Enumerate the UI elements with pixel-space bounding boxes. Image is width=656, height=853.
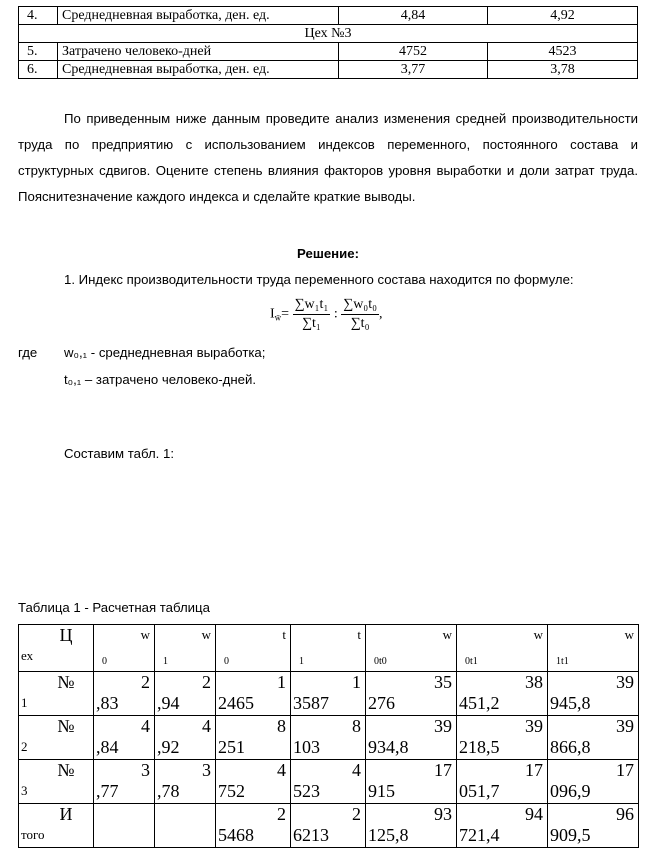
row-value-1: 4,84 (339, 7, 488, 25)
value-cell: 94 721,4 (457, 804, 548, 848)
value-cell: 4 ,92 (155, 716, 216, 760)
header-cell: w 0t0 (366, 625, 457, 672)
fraction-1 (293, 296, 331, 333)
table-row (19, 716, 639, 760)
table-row (19, 43, 638, 61)
value-cell: 4 ,84 (94, 716, 155, 760)
value-cell: 1 2465 (216, 672, 291, 716)
formula-lhs-sub: w̄ (274, 312, 282, 323)
table-row (19, 804, 639, 848)
value-cell: 39 945,8 (548, 672, 639, 716)
value-cell: 8 103 (291, 716, 366, 760)
row-label-cell: № 3 (19, 760, 94, 804)
value-cell: 2 5468 (216, 804, 291, 848)
value-cell: 3 ,78 (155, 760, 216, 804)
fraction-2-denominator: ∑t₀ (350, 316, 370, 331)
value-cell: 17 051,7 (457, 760, 548, 804)
header-cell: w 1 (155, 625, 216, 672)
table-row (19, 672, 639, 716)
value-cell: 2 6213 (291, 804, 366, 848)
value-cell: 4 752 (216, 760, 291, 804)
row-name: Среднедневная выработка, ден. ед. (58, 7, 339, 25)
value-cell: 8 251 (216, 716, 291, 760)
task-paragraph: По приведенным ниже данным проведите анализ изменения средней производительности труда по предприятию с использованием индексов переменного, постоянного состава и структурных сдвигов. Оцените степень влияния факторов уровня выработки и доли затрат труда. Пояснитезначение каждого индекса и сделайте краткие выводы. (18, 111, 638, 204)
fraction-1-numerator: ∑w₁t₁ (293, 296, 331, 315)
source-data-table (18, 6, 638, 79)
row-label-cell: № 1 (19, 672, 94, 716)
where-t: t₀,₁ – затрачено человеко-дней. (64, 372, 257, 387)
calc-table (18, 624, 639, 848)
table-row (19, 7, 638, 25)
value-cell: 1 3587 (291, 672, 366, 716)
value-cell (94, 804, 155, 848)
value-cell: 93 125,8 (366, 804, 457, 848)
value-cell: 96 909,5 (548, 804, 639, 848)
header-cell: w 0 (94, 625, 155, 672)
row-name: Затрачено человеко-дней (58, 43, 339, 61)
row-value-1: 3,77 (339, 61, 488, 79)
table-row (19, 61, 638, 79)
formula-colon: : (333, 306, 338, 322)
header-cell: w 1t1 (548, 625, 639, 672)
row-number: 4. (19, 7, 58, 25)
value-cell: 39 218,5 (457, 716, 548, 760)
row-value-2: 4,92 (488, 7, 638, 25)
formula-tail: , (378, 306, 383, 322)
value-cell: 2 ,94 (155, 672, 216, 716)
row-name: Среднедневная выработка, ден. ед. (58, 61, 339, 79)
header-cell: t 0 (216, 625, 291, 672)
value-cell: 3 ,77 (94, 760, 155, 804)
fraction-2-numerator: ∑w₀t₀ (341, 296, 379, 315)
step1-text: 1. Индекс производительности труда переменного состава находится по формуле: (64, 272, 574, 287)
row-value-2: 3,78 (488, 61, 638, 79)
value-cell: 35 276 (366, 672, 457, 716)
header-cell: w 0t1 (457, 625, 548, 672)
where-label: где (18, 345, 38, 360)
table-row (19, 25, 638, 43)
row-number: 5. (19, 43, 58, 61)
header-row (19, 625, 639, 672)
table-caption: Таблица 1 - Расчетная таблица (18, 600, 210, 615)
value-cell: 2 ,83 (94, 672, 155, 716)
row-label-cell: № 2 (19, 716, 94, 760)
section-header: Цех №3 (19, 25, 638, 43)
solution-heading: Решение: (297, 246, 359, 261)
compose-text: Составим табл. 1: (64, 446, 174, 461)
formula-eq: = (281, 306, 290, 322)
row-number: 6. (19, 61, 58, 79)
value-cell: 4 523 (291, 760, 366, 804)
value-cell: 17 096,9 (548, 760, 639, 804)
value-cell: 39 934,8 (366, 716, 457, 760)
formula-lhs: I (270, 306, 275, 322)
fraction-1-denominator: ∑t₁ (302, 316, 321, 331)
value-cell: 17 915 (366, 760, 457, 804)
row-value-1: 4752 (339, 43, 488, 61)
row-value-2: 4523 (488, 43, 638, 61)
header-cell: Ц ех (19, 625, 94, 672)
row-label-cell: И того (19, 804, 94, 848)
table-row (19, 760, 639, 804)
value-cell: 38 451,2 (457, 672, 548, 716)
value-cell (155, 804, 216, 848)
value-cell: 39 866,8 (548, 716, 639, 760)
where-w: w₀,₁ - среднедневная выработка; (64, 345, 266, 360)
fraction-2 (341, 296, 379, 333)
index-formula (270, 296, 382, 333)
header-cell: t 1 (291, 625, 366, 672)
